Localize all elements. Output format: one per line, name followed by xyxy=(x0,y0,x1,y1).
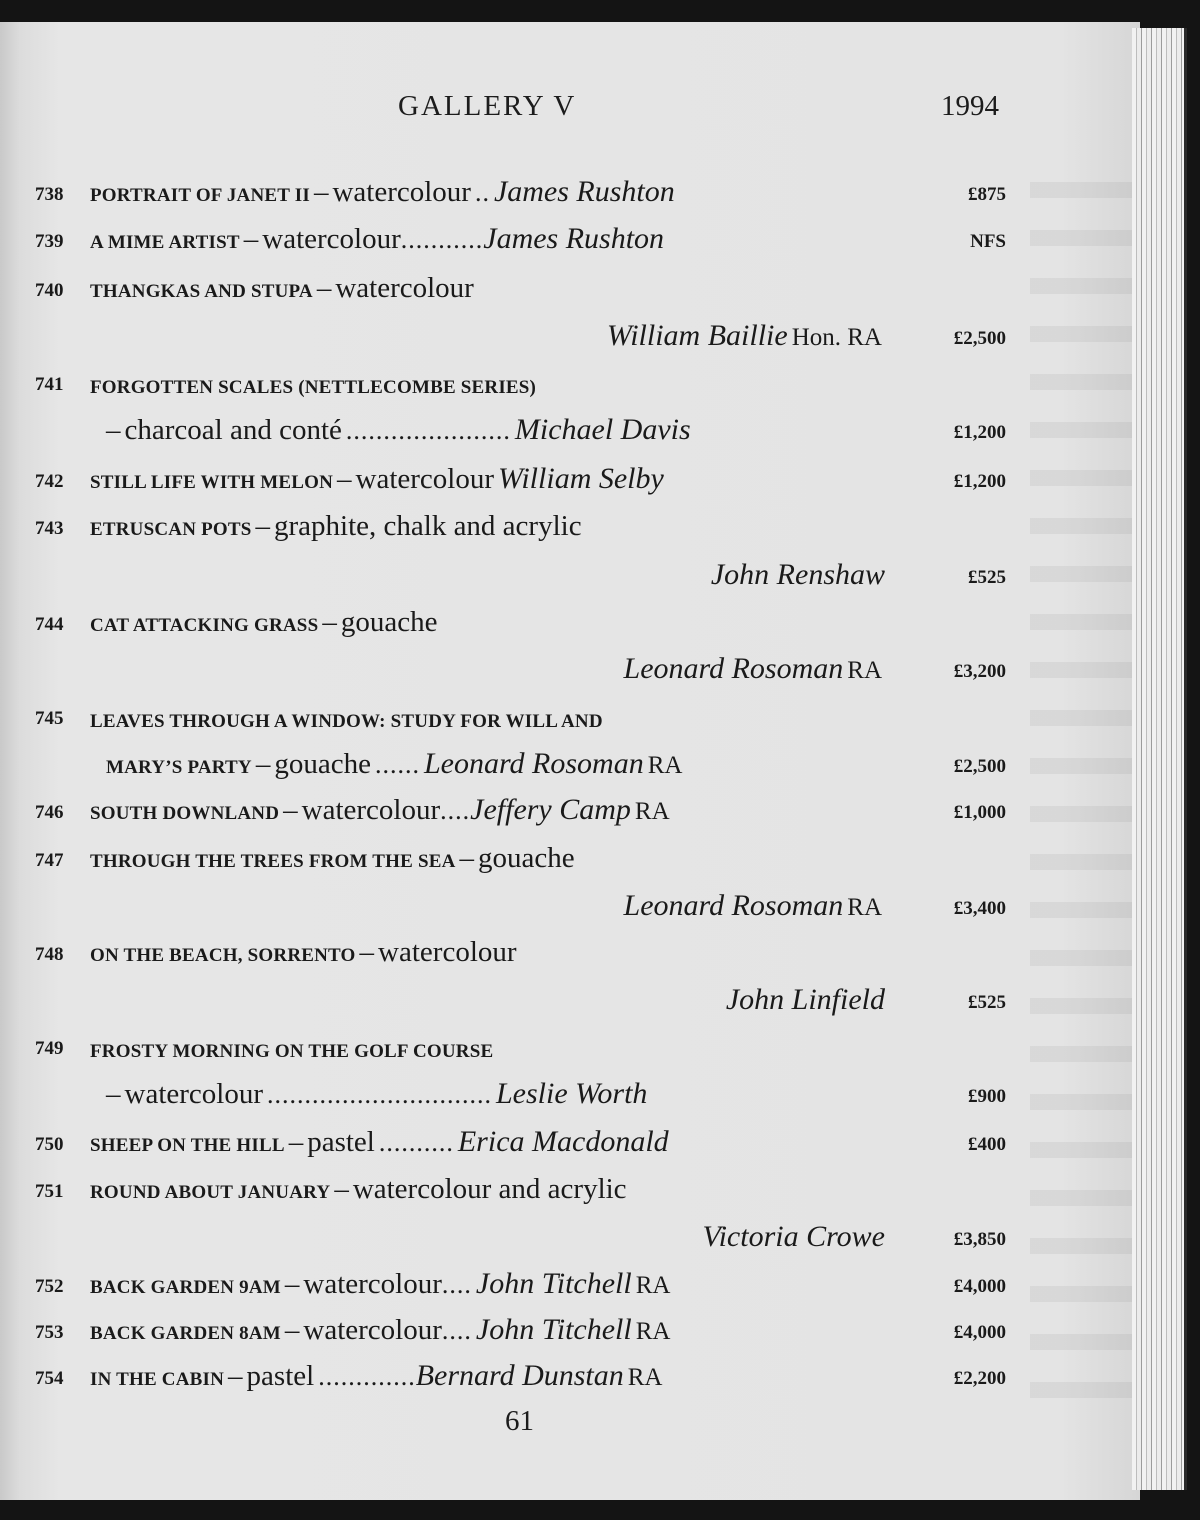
entry-artist: John Titchell xyxy=(475,1313,632,1346)
entry-title: SHEEP ON THE HILL xyxy=(90,1135,285,1156)
leader-dots: .... xyxy=(441,1316,472,1345)
entry-title: FORGOTTEN SCALES (NETTLECOMBE SERIES) xyxy=(90,377,537,398)
dash: – xyxy=(106,1078,121,1110)
entry-medium: watercolour xyxy=(301,794,441,826)
entry-price: £525 xyxy=(968,992,1006,1013)
entry-title: STILL LIFE WITH MELON xyxy=(90,472,334,493)
entry-number: 752 xyxy=(35,1276,64,1297)
entry-ra-status: RA xyxy=(634,798,670,825)
entry-medium: watercolour xyxy=(335,272,474,304)
catalogue-entry xyxy=(0,459,1140,499)
catalogue-entry xyxy=(0,932,1140,972)
entry-title: ON THE BEACH, SORRENTO xyxy=(90,945,356,966)
entry-number: 742 xyxy=(35,471,64,492)
entry-artist: John Renshaw xyxy=(710,558,885,591)
catalogue-entry xyxy=(0,219,1140,259)
entry-title: IN THE CABIN xyxy=(90,1369,225,1390)
entry-ra-status: RA xyxy=(847,657,882,684)
entry-medium: watercolour xyxy=(303,1314,442,1346)
dash: – xyxy=(322,606,337,638)
entry-title: THROUGH THE TREES FROM THE SEA xyxy=(90,851,456,872)
entry-number: 741 xyxy=(35,374,64,395)
entry-title: BACK GARDEN 8AM xyxy=(90,1323,281,1344)
dash: – xyxy=(337,463,352,495)
entry-price: £2,500 xyxy=(953,328,1006,349)
catalogue-entry xyxy=(0,696,1140,736)
leader-dots: ............. xyxy=(318,1362,416,1391)
entry-price: £1,200 xyxy=(953,471,1006,492)
entry-medium: watercolour and acrylic xyxy=(352,1173,627,1205)
entry-artist: Erica Macdonald xyxy=(457,1125,669,1158)
catalogue-entry xyxy=(0,1122,1140,1162)
entry-number: 747 xyxy=(35,850,64,871)
catalogue-year: 1994 xyxy=(941,90,999,122)
entry-title: A MIME ARTIST xyxy=(90,232,240,253)
entry-ra-status: RA xyxy=(627,1364,663,1391)
entry-medium: pastel xyxy=(246,1360,315,1392)
catalogue-entry xyxy=(0,172,1140,212)
catalogue-entry-continued xyxy=(0,1217,1140,1257)
entry-number: 750 xyxy=(35,1134,64,1155)
entry-number: 748 xyxy=(35,944,64,965)
dash: – xyxy=(228,1360,243,1392)
entry-number: 740 xyxy=(35,280,64,301)
entry-title: THANGKAS AND STUPA xyxy=(90,281,313,302)
entry-artist: John Titchell xyxy=(475,1267,632,1300)
entry-ra-status: RA xyxy=(635,1318,671,1345)
entry-artist: James Rushton xyxy=(483,222,665,255)
entry-price: £400 xyxy=(968,1134,1006,1155)
leader-dots: .. xyxy=(474,178,490,207)
leader-dots: .... xyxy=(440,796,471,825)
leader-dots: ...... xyxy=(374,750,420,779)
page-number: 61 xyxy=(505,1405,534,1437)
entry-medium: watercolour xyxy=(355,463,495,495)
entry-title: CAT ATTACKING GRASS xyxy=(90,615,319,636)
catalogue-entry-continued xyxy=(0,555,1140,595)
entry-medium: watercolour xyxy=(303,1268,442,1300)
entry-number: 754 xyxy=(35,1368,64,1389)
dash: – xyxy=(255,748,271,780)
leader-dots: .......... xyxy=(378,1128,454,1157)
entry-artist: Leonard Rosoman xyxy=(623,889,844,922)
catalogue-entry-continued xyxy=(0,744,1140,784)
entry-price: £1,200 xyxy=(953,422,1006,443)
entry-price: £875 xyxy=(968,184,1006,205)
dash: – xyxy=(334,1173,349,1205)
dash: – xyxy=(288,1126,304,1158)
entry-number: 738 xyxy=(35,184,64,205)
page-header xyxy=(0,90,1140,130)
gallery-title: GALLERY V xyxy=(398,90,577,122)
entry-title: LEAVES THROUGH A WINDOW: STUDY FOR WILL AND xyxy=(90,711,603,732)
catalogue-entry-continued xyxy=(0,886,1140,926)
entry-artist: William Baillie xyxy=(606,319,788,352)
catalogue-entry-continued xyxy=(0,980,1140,1020)
entry-title: ETRUSCAN POTS xyxy=(90,519,252,540)
catalogue-entry xyxy=(0,506,1140,546)
entry-medium: watercolour xyxy=(124,1078,263,1110)
entry-medium: charcoal and conté xyxy=(124,414,342,446)
leader-dots: ...................... xyxy=(345,416,511,445)
dash: – xyxy=(283,794,298,826)
entry-price: £1,000 xyxy=(953,802,1006,823)
leader-dots: .............................. xyxy=(267,1080,492,1109)
entry-price: £4,000 xyxy=(953,1322,1006,1343)
entry-medium: gouache xyxy=(478,842,575,874)
entry-title: PORTRAIT OF JANET II xyxy=(90,185,310,206)
entry-title: BACK GARDEN 9AM xyxy=(90,1277,281,1298)
dash: – xyxy=(255,510,270,542)
entry-number: 745 xyxy=(35,708,64,729)
catalogue-entry xyxy=(0,1310,1140,1350)
entry-number: 746 xyxy=(35,802,64,823)
dash: – xyxy=(284,1268,300,1300)
entry-medium: watercolour xyxy=(262,223,401,255)
entry-number: 751 xyxy=(35,1181,64,1202)
entry-price: £4,000 xyxy=(953,1276,1006,1297)
dash: – xyxy=(459,842,475,874)
catalogue-entry xyxy=(0,362,1140,402)
entry-medium: watercolour xyxy=(378,936,517,968)
dash: – xyxy=(106,414,121,446)
entry-number: 743 xyxy=(35,518,64,539)
entry-medium: watercolour xyxy=(332,176,471,208)
catalogue-entry xyxy=(0,268,1140,308)
catalogue-entry xyxy=(0,1026,1140,1066)
catalogue-entry xyxy=(0,602,1140,642)
catalogue-entry-continued xyxy=(0,1074,1140,1114)
entry-ra-status: RA xyxy=(635,1272,671,1299)
entry-price: NFS xyxy=(970,231,1006,252)
entry-price: £3,400 xyxy=(953,898,1006,919)
entry-title: ROUND ABOUT JANUARY xyxy=(90,1182,331,1203)
entry-title: FROSTY MORNING ON THE GOLF COURSE xyxy=(90,1041,494,1062)
entry-medium: graphite, chalk and acrylic xyxy=(274,510,582,542)
entry-artist: Leslie Worth xyxy=(496,1077,648,1110)
catalogue-entry xyxy=(0,790,1140,830)
entry-number: 744 xyxy=(35,614,64,635)
entry-artist: Michael Davis xyxy=(514,413,691,446)
dash: – xyxy=(284,1314,300,1346)
entry-price: £2,200 xyxy=(953,1368,1006,1389)
catalogue-entry xyxy=(0,1169,1140,1209)
leader-dots: .... xyxy=(441,1270,472,1299)
entry-price: £3,850 xyxy=(953,1229,1006,1250)
entry-price: £2,500 xyxy=(953,756,1006,777)
catalogue-entry-continued xyxy=(0,649,1140,689)
entry-artist: John Linfield xyxy=(725,983,885,1016)
catalogue-entry xyxy=(0,1264,1140,1304)
dash: – xyxy=(313,176,329,208)
entry-artist: Victoria Crowe xyxy=(702,1220,885,1253)
entry-artist: Leonard Rosoman xyxy=(423,747,644,780)
entry-price: £525 xyxy=(968,567,1006,588)
entry-medium: gouache xyxy=(274,748,371,780)
dash: – xyxy=(316,272,332,304)
catalogue-entry-continued xyxy=(0,410,1140,450)
page-stack-edges xyxy=(1132,28,1187,1490)
entry-number: 753 xyxy=(35,1322,64,1343)
entry-number: 749 xyxy=(35,1038,64,1059)
entry-ra-status: Hon. RA xyxy=(791,324,882,351)
dash: – xyxy=(359,936,375,968)
catalogue-entry-continued xyxy=(0,316,1140,356)
entry-artist: Leonard Rosoman xyxy=(623,652,844,685)
entry-title: MARY’S PARTY xyxy=(106,757,252,778)
entry-artist: William Selby xyxy=(498,462,664,495)
catalogue-entry xyxy=(0,838,1140,878)
entry-title: SOUTH DOWNLAND xyxy=(90,803,280,824)
catalogue-entry xyxy=(0,1356,1140,1396)
entry-artist: Bernard Dunstan xyxy=(415,1359,624,1392)
entry-number: 739 xyxy=(35,231,64,252)
entry-medium: gouache xyxy=(340,606,438,638)
entry-price: £3,200 xyxy=(953,661,1006,682)
entry-ra-status: RA xyxy=(847,894,882,921)
dash: – xyxy=(243,223,259,255)
leader-dots: ........... xyxy=(400,225,484,254)
entry-artist: James Rushton xyxy=(493,175,675,208)
catalogue-page xyxy=(0,22,1140,1500)
entry-ra-status: RA xyxy=(647,752,683,779)
entry-medium: pastel xyxy=(307,1126,375,1158)
entry-price: £900 xyxy=(968,1086,1006,1107)
entry-artist: Jeffery Camp xyxy=(470,793,631,826)
